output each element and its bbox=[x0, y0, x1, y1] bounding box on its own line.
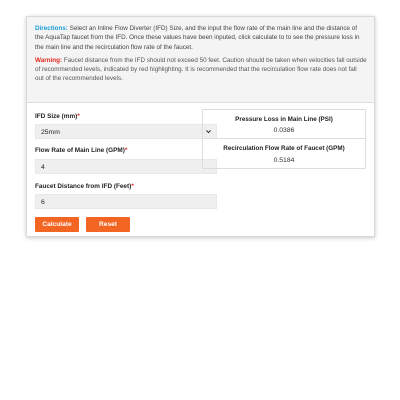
faucet-distance-label bbox=[35, 183, 134, 190]
flow-rate-label bbox=[35, 147, 127, 154]
warning-paragraph bbox=[35, 56, 367, 84]
ifd-size-label bbox=[35, 113, 80, 120]
directions-label: Directions: bbox=[35, 25, 68, 32]
ifd-size-label-text: IFD Size (mm) bbox=[35, 113, 78, 120]
pressure-loss-value: 0.0386 bbox=[273, 127, 295, 134]
flow-rate-input[interactable] bbox=[35, 159, 217, 174]
recirc-flow-label: Recirculation Flow Rate of Faucet (GPM) bbox=[223, 145, 345, 152]
ifd-size-select[interactable] bbox=[35, 124, 217, 139]
faucet-distance-value: 6 bbox=[41, 199, 45, 206]
directions-text: Select an Inline Flow Diverter (IFD) Size, and the input the flow rate of the main line and the distance of the AquaTap faucet from the IFD. Once these values have been inputed, click calculate to to see the pressure loss in the main line and the recirculation flow rate of the faucet. bbox=[35, 25, 360, 51]
reset-button[interactable]: Reset bbox=[86, 217, 130, 232]
ifd-size-selected-value: 25mm bbox=[41, 129, 60, 136]
flow-rate-value: 4 bbox=[41, 164, 45, 171]
faucet-distance-input[interactable] bbox=[35, 194, 217, 209]
directions-paragraph bbox=[35, 24, 367, 52]
required-marker: * bbox=[77, 113, 80, 120]
required-marker: * bbox=[124, 147, 128, 154]
results-divider bbox=[203, 138, 365, 139]
warning-label: Warning: bbox=[35, 56, 63, 64]
faucet-distance-label-text: Faucet Distance from IFD (Feet) bbox=[35, 183, 132, 190]
warning-text: Faucet distance from the IFD should not exceed 50 feet. Caution should be taken when velocities fall outside of recommended levels, indicated by red highlighting. It is recommended that the recirculation flow rate does not fall out of the recommended levels. bbox=[35, 56, 367, 83]
results-panel bbox=[202, 109, 366, 169]
flow-rate-label-text: Flow Rate of Main Line (GPM) bbox=[35, 147, 125, 154]
calculate-button[interactable]: Calculate bbox=[35, 217, 79, 232]
required-marker: * bbox=[131, 183, 134, 190]
instructions-panel bbox=[27, 17, 374, 103]
calculator-card bbox=[26, 16, 375, 237]
pressure-loss-label: Pressure Loss in Main Line (PSI) bbox=[235, 116, 333, 123]
recirc-flow-value: 0.5184 bbox=[273, 157, 295, 164]
